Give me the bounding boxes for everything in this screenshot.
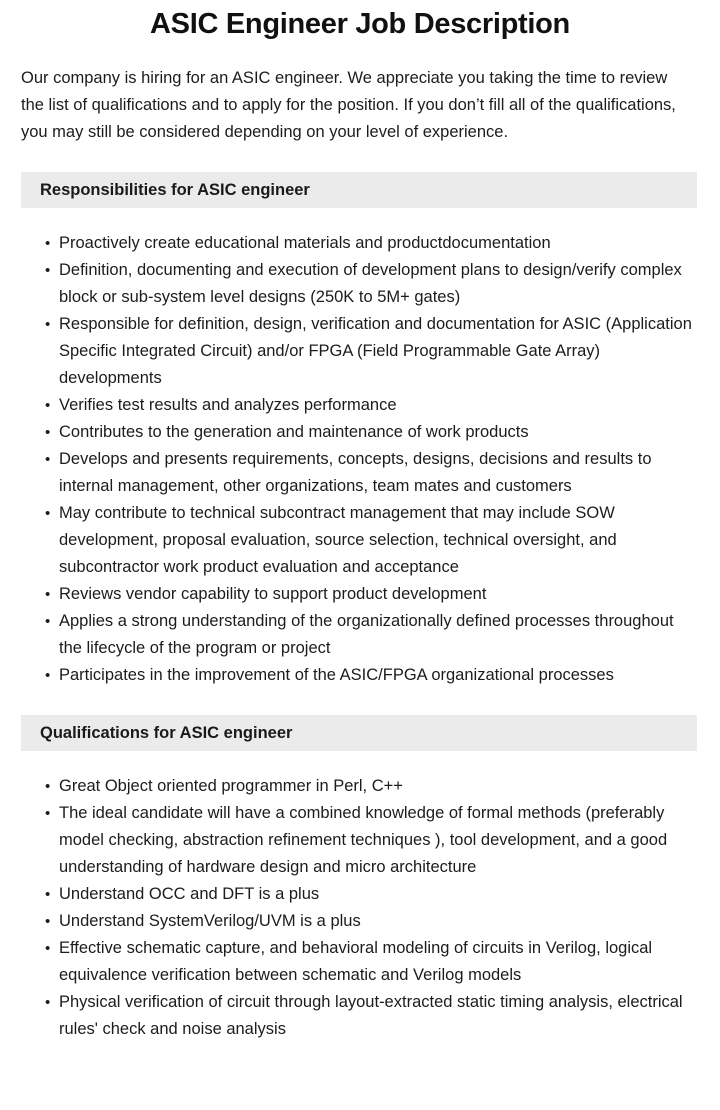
list-item: • Effective schematic capture, and behavioral modeling of circuits in Verilog, logical equivalence verification between schematic and Verilog models — [59, 935, 694, 989]
responsibilities-list — [0, 208, 720, 689]
list-item: • Great Object oriented programmer in Perl, C++ — [59, 773, 694, 800]
list-item: • Applies a strong understanding of the organizationally defined processes throughout the lifecycle of the program or project — [59, 608, 694, 662]
list-item: • Understand SystemVerilog/UVM is a plus — [59, 908, 694, 935]
list-item: • Proactively create educational materials and productdocumentation — [59, 230, 694, 257]
section-responsibilities — [0, 172, 720, 689]
list-item: • Verifies test results and analyzes performance — [59, 392, 694, 419]
list-item: • Contributes to the generation and maintenance of work products — [59, 419, 694, 446]
section-header-responsibilities — [21, 172, 697, 208]
section-qualifications — [0, 715, 720, 1043]
intro-paragraph: Our company is hiring for an ASIC engineer. We appreciate you taking the time to review the list of qualifications and to apply for the position. If you don’t fill all of the qualifications, you may still be considered depending on your level of experience. — [21, 69, 676, 141]
qualifications-list — [0, 751, 720, 1043]
section-heading-label: Qualifications for ASIC engineer — [40, 724, 293, 742]
list-item: • Definition, documenting and execution of development plans to design/verify complex block or sub-system level designs (250K to 5M+ gates) — [59, 257, 694, 311]
list-item: • May contribute to technical subcontract management that may include SOW development, proposal evaluation, source selection, technical oversight, and subcontractor work product evaluation and acceptance — [59, 500, 694, 581]
page-title: ASIC Engineer Job Description — [150, 8, 570, 40]
section-heading-label: Responsibilities for ASIC engineer — [40, 181, 310, 199]
list-item: • Reviews vendor capability to support product development — [59, 581, 694, 608]
page-bottom-spacer — [0, 1043, 720, 1065]
list-item: • Understand OCC and DFT is a plus — [59, 881, 694, 908]
list-item: • Physical verification of circuit through layout-extracted static timing analysis, electrical rules' check and noise analysis — [59, 989, 694, 1043]
list-item: • Participates in the improvement of the ASIC/FPGA organizational processes — [59, 662, 694, 689]
list-item: • The ideal candidate will have a combined knowledge of formal methods (preferably model checking, abstraction refinement techniques ), tool development, and a good understanding of hardware design and micro architecture — [59, 800, 694, 881]
list-item: • Develops and presents requirements, concepts, designs, decisions and results to internal management, other organizations, team mates and customers — [59, 446, 694, 500]
section-header-qualifications — [21, 715, 697, 751]
list-item: • Responsible for definition, design, verification and documentation for ASIC (Application Specific Integrated Circuit) and/or FPGA (Field Programmable Gate Array) developments — [59, 311, 694, 392]
